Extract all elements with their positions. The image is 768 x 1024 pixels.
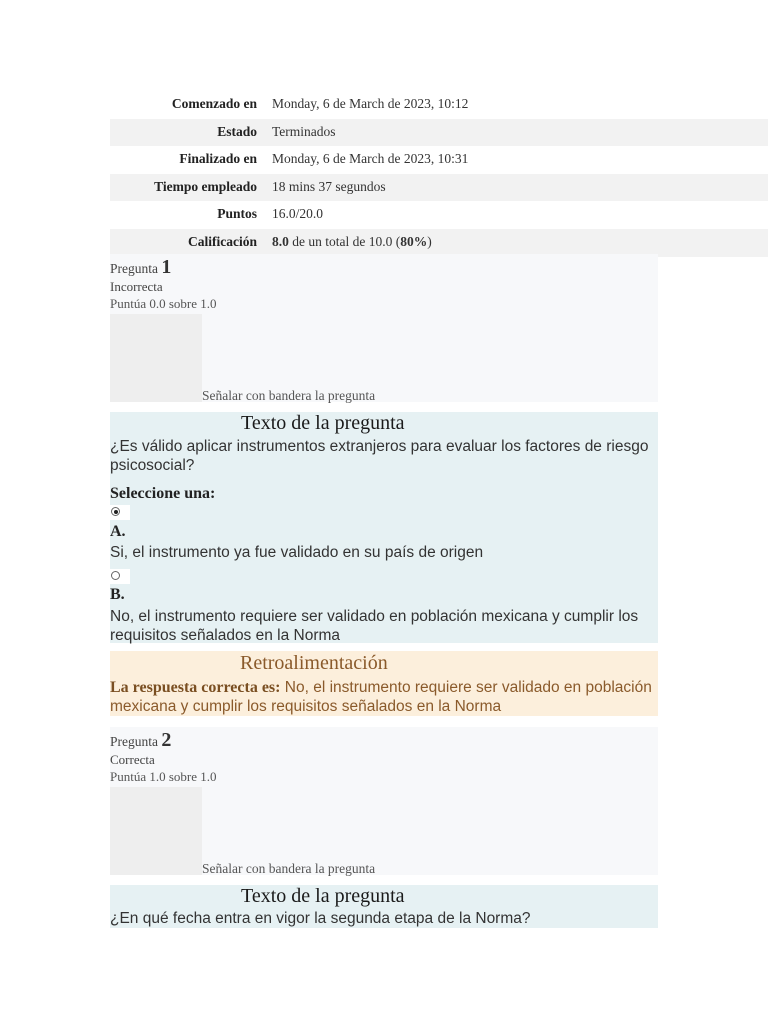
question-state: Incorrecta xyxy=(110,279,163,294)
attempt-summary-table xyxy=(110,91,768,258)
option-a-letter: A. xyxy=(110,523,126,540)
flag-question-link[interactable]: Señalar con bandera la pregunta xyxy=(202,388,376,403)
option-b-radio[interactable] xyxy=(111,571,120,580)
grade-middle: de un total de 10.0 ( xyxy=(292,233,401,249)
feedback-heading: Retroalimentación xyxy=(240,652,388,674)
flag-question-link[interactable]: Señalar con bandera la pregunta xyxy=(202,861,376,876)
summary-label: Calificación xyxy=(188,233,257,249)
summary-row-started xyxy=(110,91,768,119)
summary-row-time-taken xyxy=(110,174,768,202)
question-grade: Puntúa 1.0 sobre 1.0 xyxy=(110,769,217,784)
question-text: ¿Es válido aplicar instrumentos extranjeros para evaluar los factores de riesgo psicosocial? xyxy=(110,438,649,474)
question-state: Correcta xyxy=(110,752,155,767)
question-content-2 xyxy=(110,885,658,928)
summary-value: 18 mins 37 segundos xyxy=(272,178,386,194)
question-info-2 xyxy=(110,727,658,875)
feedback-panel xyxy=(110,651,658,716)
question-text-heading: Texto de la pregunta xyxy=(241,412,405,434)
option-b-text[interactable]: No, el instrumento requiere ser validado en población mexicana y cumplir los requisitos señalados en la Norma xyxy=(110,608,639,644)
question-grade: Puntúa 0.0 sobre 1.0 xyxy=(110,296,217,311)
option-a-radio[interactable] xyxy=(111,507,120,516)
summary-grade-value xyxy=(272,234,432,250)
option-b-letter: B. xyxy=(110,586,125,603)
question-number: Pregunta 1 xyxy=(110,256,172,278)
question-number: Pregunta 2 xyxy=(110,729,172,751)
summary-label: Finalizado en xyxy=(179,151,257,167)
grade-end: ) xyxy=(427,233,432,249)
summary-row-points xyxy=(110,201,768,229)
feedback-text: La respuesta correcta es: No, el instrumento requiere ser validado en población mexicana y cumplir los requisitos señalados en la Norma xyxy=(110,679,652,715)
summary-label: Tiempo empleado xyxy=(154,178,257,194)
flag-icon[interactable] xyxy=(110,787,202,875)
summary-value: Monday, 6 de March de 2023, 10:12 xyxy=(272,96,469,111)
select-one-prompt: Seleccione una: xyxy=(110,485,216,502)
question-text: ¿En qué fecha entra en vigor la segunda etapa de la Norma? xyxy=(110,910,531,927)
option-a-radio-wrap[interactable] xyxy=(110,505,130,520)
summary-label: Estado xyxy=(217,123,257,139)
grade-score: 8.0 xyxy=(272,233,289,249)
question-text-heading: Texto de la pregunta xyxy=(241,885,405,907)
grade-percent: 80% xyxy=(400,233,428,249)
summary-value: Monday, 6 de March de 2023, 10:31 xyxy=(272,151,469,167)
summary-label: Comenzado en xyxy=(171,96,257,111)
flag-icon[interactable] xyxy=(110,314,202,402)
summary-row-finished xyxy=(110,146,768,174)
question-content-1 xyxy=(110,412,658,643)
summary-value: Terminados xyxy=(272,123,336,139)
question-info-1 xyxy=(110,254,658,402)
summary-value: 16.0/20.0 xyxy=(272,206,324,222)
summary-row-state xyxy=(110,119,768,147)
option-a-text[interactable]: Si, el instrumento ya fue validado en su país de origen xyxy=(110,544,484,561)
option-b-radio-wrap[interactable] xyxy=(110,569,130,584)
summary-label: Puntos xyxy=(217,206,257,222)
